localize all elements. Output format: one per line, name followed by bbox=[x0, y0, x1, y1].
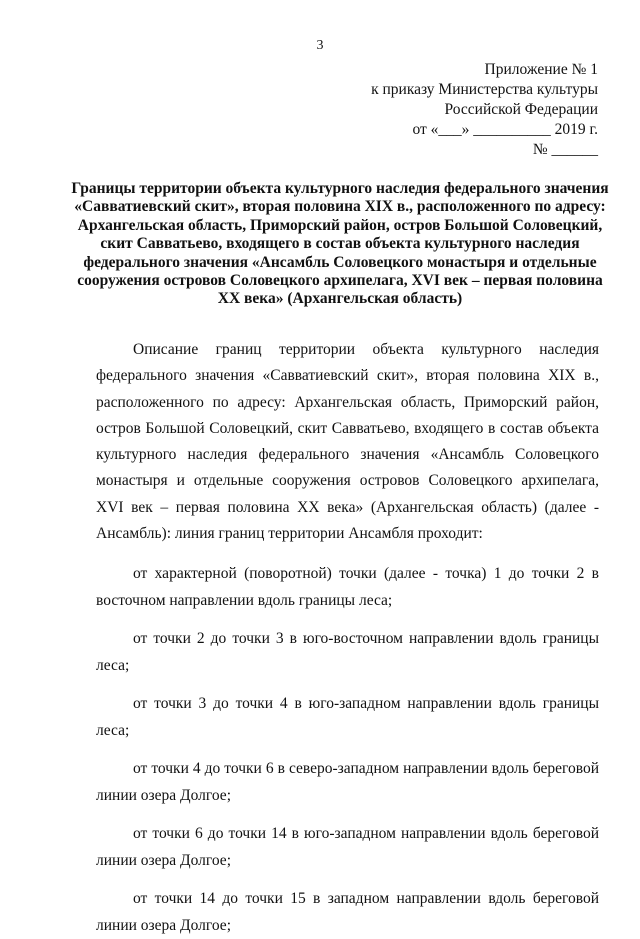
boundary-item: от точки 4 до точки 6 в северо-западном направлении вдоль береговой линии озера Долгое; bbox=[96, 760, 599, 805]
page-number: 3 bbox=[316, 38, 324, 53]
boundary-item: от точки 6 до точки 14 в юго-западном направлении вдоль береговой линии озера Долгое; bbox=[96, 825, 599, 870]
appendix-date-line: от «___» __________ 2019 г. bbox=[412, 121, 598, 138]
document-title: Границы территории объекта культурного наследия федерального значения «Савватиевский скит», вторая половина XIX в., расположенного по адресу: Архангельская область, Приморский район, остров Большой Соловецкий, скит Савватьево, входящего в состав объекта культурного наследия федерального значения «Ансамбль Соловецкого монастыря и отдельные сооружения островов Соловецкого архипелага, XVI век – первая половина XX века» (Архангельская область) bbox=[71, 180, 609, 308]
document-body bbox=[96, 337, 599, 939]
appendix-line: Российской Федерации bbox=[444, 101, 598, 118]
appendix-line: к приказу Министерства культуры bbox=[371, 81, 598, 98]
appendix-header bbox=[371, 60, 598, 160]
boundary-item: от точки 2 до точки 3 в юго-восточном направлении вдоль границы леса; bbox=[96, 630, 599, 675]
intro-paragraph: Описание границ территории объекта культурного наследия федерального значения «Савватиевский скит», вторая половина XIX в., расположенного по адресу: Архангельская область, Приморский район, остров Большой Соловецкий, скит Савватьево, входящего в состав объекта культурного наследия федерального значения «Ансамбль Соловецкого монастыря и отдельные сооружения островов Соловецкого архипелага, XVI век – первая половина XX века» (Архангельская область) (далее - Ансамбль): линия границ территории Ансамбля проходит: bbox=[96, 341, 599, 543]
boundary-item: от точки 14 до точки 15 в западном направлении вдоль береговой линии озера Долгое; bbox=[96, 890, 599, 935]
boundary-item: от характерной (поворотной) точки (далее - точка) 1 до точки 2 в восточном направлении вдоль границы леса; bbox=[96, 565, 599, 610]
appendix-line: Приложение № 1 bbox=[484, 61, 598, 78]
appendix-number-line: № ______ bbox=[532, 141, 598, 158]
boundary-item: от точки 3 до точки 4 в юго-западном направлении вдоль границы леса; bbox=[96, 695, 599, 740]
